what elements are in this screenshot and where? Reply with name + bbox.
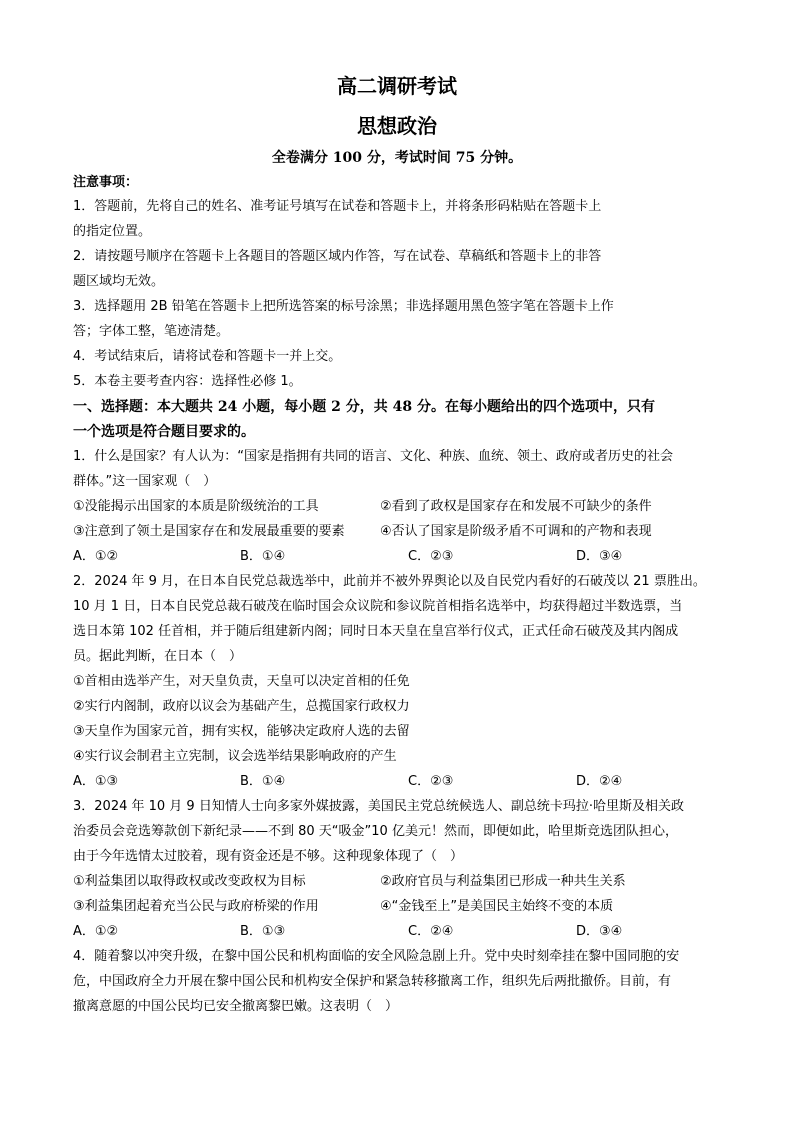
question-2-option: ③天皇作为国家元首，拥有实权，能够决定政府人选的去留 [73,724,410,739]
exam-title: 高二调研考试 [337,74,457,98]
question-2-stem: 2．2024 年 9 月，在日本自民党总裁选举中，此前并不被外界舆论以及自民党内看好的石破茂以 21 票胜出。 [73,574,706,589]
question-2-option: ①首相由选举产生，对天皇负责，天皇可以决定首相的任免 [73,674,410,689]
notes-line: 2．请按题号顺序在答题卡上各题目的答题区域内作答，写在试卷、草稿纸和答题卡上的非答 [73,249,602,264]
section-heading: 一、选择题：本大题共 24 小题，每小题 2 分，共 48 分。在每小题给出的四个选项中，只有 [73,399,655,415]
notes-line: 的指定位置。 [73,224,152,239]
question-3-stem: 治委员会竞选筹款创下新纪录——不到 80 天“吸金”10 亿美元！然而，即便如此，哈里斯竞选团队担心， [73,824,678,839]
question-2-choice-d: D．②④ [576,774,623,789]
question-3-option: ③利益集团起着充当公民与政府桥梁的作用 [73,899,319,914]
notes-line: 3．选择题用 2B 铅笔在答题卡上把所选答案的标号涂黑；非选择题用黑色签字笔在答题卡上作 [73,299,614,314]
question-1-stem: 1．什么是国家？有人认为：“国家是指拥有共同的语言、文化、种族、血统、领土、政府或者历史的社会 [73,449,674,464]
question-4-stem: 撤离意愿的中国公民均已安全撤离黎巴嫩。这表明（ ） [73,999,399,1014]
question-1-option: ①没能揭示出国家的本质是阶级统治的工具 [73,499,319,514]
question-3-choice-b: B．①③ [240,924,286,939]
question-1-choice-b: B．①④ [240,549,286,564]
question-3-option: ④“金钱至上”是美国民主始终不变的本质 [380,899,614,914]
exam-subtitle: 全卷满分 100 分，考试时间 75 分钟。 [271,150,523,166]
question-2-choice-a: A．①③ [73,774,119,789]
question-1-option: ②看到了政权是国家存在和发展不可缺少的条件 [380,499,652,514]
notes-line: 4．考试结束后，请将试卷和答题卡一并上交。 [73,349,342,364]
subject-title: 思想政治 [357,114,437,138]
question-2-choice-b: B．①④ [240,774,286,789]
question-2-stem: 员。据此判断，在日本（ ） [73,649,243,664]
question-3-stem: 由于今年选情太过胶着，现有资金还是不够。这种现象体现了（ ） [73,849,464,864]
section-heading: 一个选项是符合题目要求的。 [73,424,255,440]
question-1-stem: 群体。”这一国家观（ ） [73,474,217,489]
question-1-choice-d: D．③④ [576,549,623,564]
question-2-stem: 选日本第 102 任首相，并于随后组建新内阁；同时日本天皇在皇宫举行仪式，正式任命石破茂及其内阁成 [73,624,679,639]
question-3-option: ①利益集团以取得政权或改变政权为目标 [73,874,306,889]
question-1-option: ④否认了国家是阶级矛盾不可调和的产物和表现 [380,524,652,539]
question-2-stem: 10 月 1 日，日本自民党总裁石破茂在临时国会众议院和参议院首相指名选举中，均获得超过半数选票，当 [73,599,683,614]
question-4-stem: 4．随着黎以冲突升级，在黎中国公民和机构面临的安全风险急剧上升。党中央时刻牵挂在黎中国同胞的安 [73,949,680,964]
notes-heading: 注意事项： [73,175,139,190]
question-1-option: ③注意到了领土是国家存在和发展最重要的要素 [73,524,345,539]
question-2-option: ②实行内阁制，政府以议会为基础产生，总揽国家行政权力 [73,699,410,714]
question-3-choice-d: D．③④ [576,924,623,939]
question-1-choice-a: A．①② [73,549,119,564]
notes-line: 5．本卷主要考查内容：选择性必修 1。 [73,374,302,389]
question-3-choice-c: C．②④ [408,924,454,939]
question-1-choice-c: C．②③ [408,549,454,564]
question-4-stem: 危，中国政府全力开展在黎中国公民和机构安全保护和紧急转移撤离工作，组织先后两批撤侨。目前，有 [73,974,672,989]
notes-line: 题区域均无效。 [73,274,165,289]
question-2-choice-c: C．②③ [408,774,454,789]
question-3-stem: 3．2024 年 10 月 9 日知情人士向多家外媒披露，美国民主党总统候选人、副总统卡玛拉·哈里斯及相关政 [73,799,684,814]
question-3-option: ②政府官员与利益集团已形成一种共生关系 [380,874,626,889]
notes-line: 答；字体工整，笔迹清楚。 [73,324,230,339]
question-3-choice-a: A．①② [73,924,119,939]
question-2-option: ④实行议会制君主立宪制，议会选举结果影响政府的产生 [73,749,397,764]
notes-line: 1．答题前，先将自己的姓名、准考证号填写在试卷和答题卡上，并将条形码粘贴在答题卡上 [73,199,602,214]
